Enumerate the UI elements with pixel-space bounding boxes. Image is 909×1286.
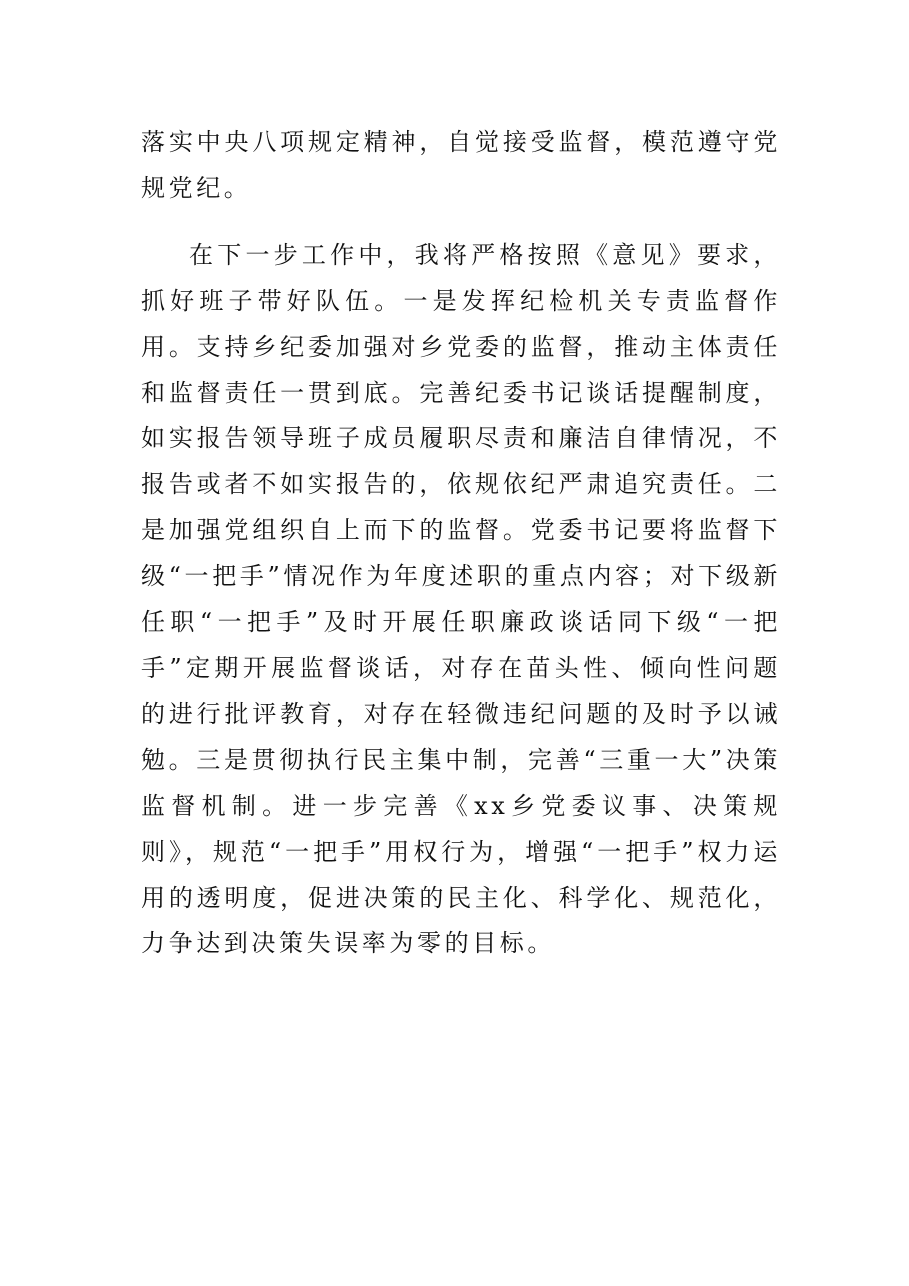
document-body	[141, 120, 781, 967]
paragraph-continuation: 落实中央八项规定精神，自觉接受监督，模范遵守党规党纪。	[141, 128, 781, 202]
paragraph-next-steps: 在下一步工作中，我将严格按照《意见》要求，抓好班子带好队伍。一是发挥纪检机关专责监督作用。支持乡纪委加强对乡党委的监督，推动主体责任和监督责任一贯到底。完善纪委书记谈话提醒制度，如实报告领导班子成员履职尽责和廉洁自律情况，不报告或者不如实报告的，依规依纪严肃追究责任。二是加强党组织自上而下的监督。党委书记要将监督下级“一把手”情况作为年度述职的重点内容；对下级新任职“一把手”及时开展任职廉政谈话同下级“一把手”定期开展监督谈话，对存在苗头性、倾向性问题的进行批评教育，对存在轻微违纪问题的及时予以诫勉。三是贯彻执行民主集中制，完善“三重一大”决策监督机制。进一步完善《xx乡党委议事、决策规则》，规范“一把手”用权行为，增强“一把手”权力运用的透明度，促进决策的民主化、科学化、规范化，力争达到决策失误率为零的目标。	[141, 240, 781, 958]
